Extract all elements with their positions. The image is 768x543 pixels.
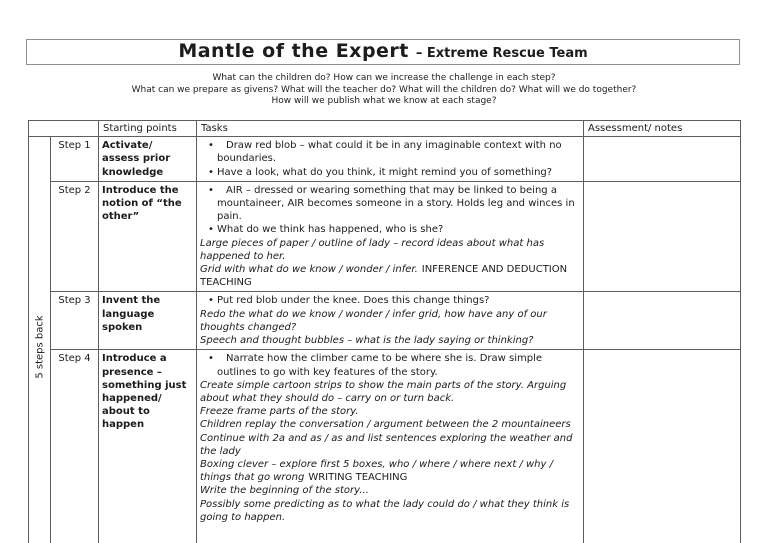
starting-point-cell-3: Invent the language spoken — [99, 292, 197, 350]
task-item: • Have a look, what do you think, it might remind you of something? — [200, 166, 580, 179]
task-item: • What do we think has happened, who is she? — [200, 223, 580, 236]
header-assessment: Assessment/ notes — [584, 121, 741, 137]
starting-point-cell-1: Activate/ assess prior knowledge — [99, 137, 197, 182]
task-item: Continue with 2a and as / as and list sentences exploring the weather and the lady — [200, 432, 573, 457]
task-item: Grid with what do we know / wonder / infer. INFERENCE AND DEDUCTION TEACHING — [200, 264, 568, 289]
task-item: Create simple cartoon strips to show the main parts of the story. Arguing about what they should do – carry on or turn back. — [200, 379, 567, 405]
tasks-cell-3 — [197, 292, 584, 350]
intro-line-3: How will we publish what we know at each stage? — [271, 96, 497, 106]
task-item: Redo the what do we know / wonder / infer grid, how have any of our thoughts changed? — [200, 308, 547, 333]
task-item: Speech and thought bubbles – what is the lady saying or thinking? — [200, 335, 534, 347]
table-header-row — [29, 121, 741, 137]
task-item: • Draw red blob – what could it be in any imaginable context with no boundaries. — [200, 139, 580, 165]
task-item: • Narrate how the climber came to be where she is. Draw simple outlines to go with key features of the story. — [200, 352, 580, 378]
task-item: Large pieces of paper / outline of lady – record ideas about what has happened to her. — [200, 237, 545, 262]
intro-questions — [0, 73, 768, 108]
side-label-cell — [29, 137, 51, 543]
task-item: Boxing clever – explore first 5 boxes, who / where / where next / why / things that go wrong WRITING TEACHING — [200, 459, 553, 484]
task-item: • Put red blob under the knee. Does this change things? — [200, 294, 580, 307]
task-item: Write the beginning of the story... — [200, 485, 369, 497]
table-row-step-3 — [29, 292, 741, 350]
starting-point-cell-2: Introduce the notion of “the other” — [99, 181, 197, 292]
tasks-cell-2 — [197, 181, 584, 292]
header-empty-cell — [29, 121, 99, 137]
step-cell-1: Step 1 — [51, 137, 99, 182]
page-subtitle: – Extreme Rescue Team — [415, 46, 588, 61]
starting-point-cell-4: Introduce a presence – something just happened/ about to happen — [99, 350, 197, 543]
tasks-cell-4 — [197, 350, 584, 543]
table-row-step-2 — [29, 181, 741, 292]
side-label: 5 steps back — [33, 315, 45, 379]
title-box — [26, 39, 740, 65]
task-item: Freeze frame parts of the story. — [200, 406, 359, 418]
task-item: Possibly some predicting as to what the lady could do / what they think is going to happen. — [200, 498, 570, 523]
intro-line-2: What can we prepare as givens? What will the teacher do? What will the children do? What will we do together? — [131, 84, 637, 95]
task-item: • AIR – dressed or wearing something that may be linked to being a mountaineer, AIR becomes someone in a story. Holds leg and winces in pain. — [200, 184, 580, 224]
tasks-cell-1 — [197, 137, 584, 182]
table-row-step-4 — [29, 350, 741, 543]
table-row-step-1 — [29, 137, 741, 182]
intro-line-1: What can the children do? How can we increase the challenge in each step? — [212, 73, 556, 83]
assessment-cell-1 — [584, 137, 741, 182]
header-starting-points: Starting points — [99, 121, 197, 137]
assessment-cell-2 — [584, 181, 741, 292]
planning-table — [28, 120, 741, 543]
assessment-cell-3 — [584, 292, 741, 350]
header-tasks: Tasks — [197, 121, 584, 137]
task-item: Children replay the conversation / argument between the 2 mountaineers — [200, 419, 571, 431]
page-title: Mantle of the Expert — [178, 40, 409, 62]
assessment-cell-4 — [584, 350, 741, 543]
step-cell-4: Step 4 — [51, 350, 99, 543]
step-cell-2: Step 2 — [51, 181, 99, 292]
step-cell-3: Step 3 — [51, 292, 99, 350]
